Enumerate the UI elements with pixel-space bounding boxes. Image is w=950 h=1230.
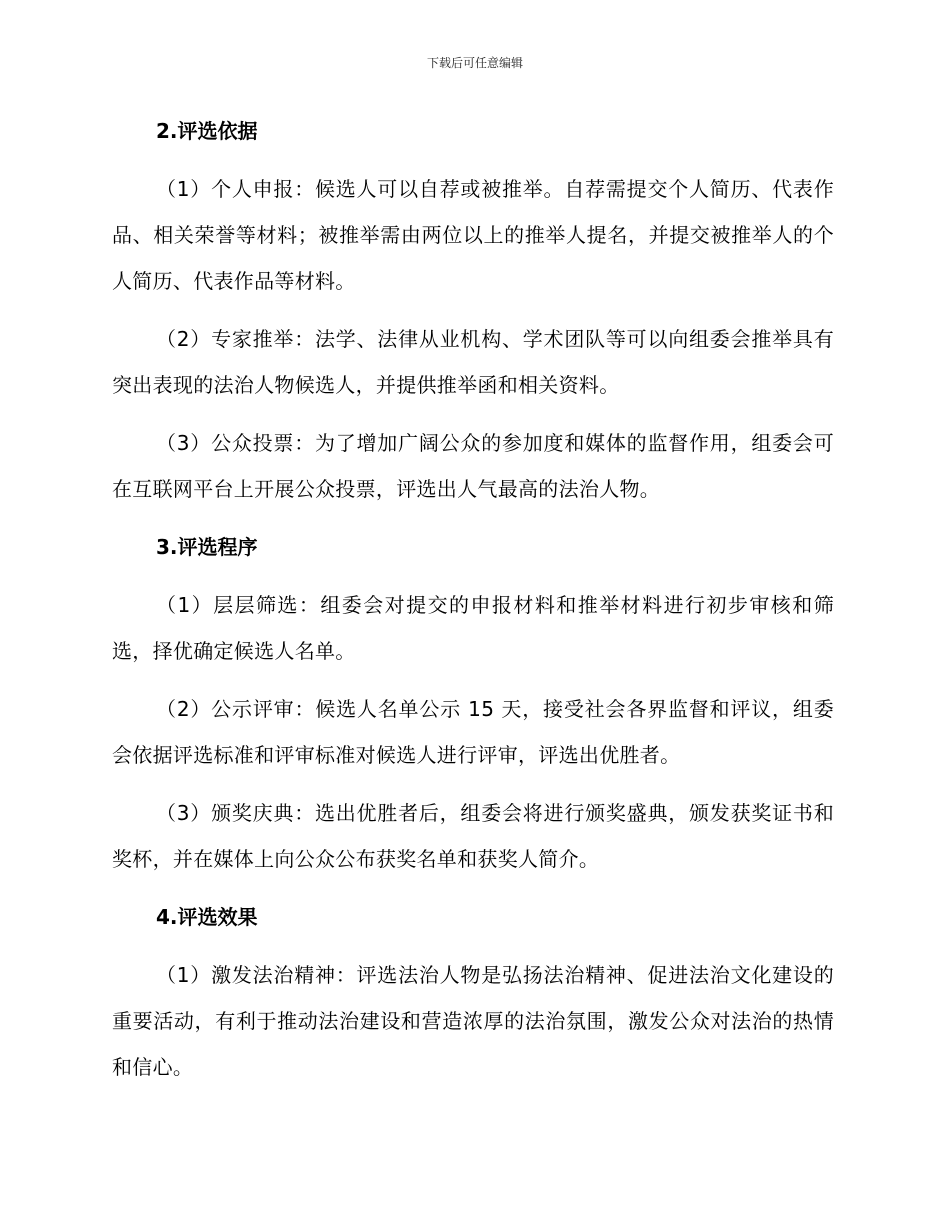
paragraph: （3）公众投票：为了增加广阔公众的参加度和媒体的监督作用，组委会可在互联网平台上开展公众投票，评选出人气最高的法治人物。 (112, 431, 834, 501)
paragraph: （1）层层筛选：组委会对提交的申报材料和推举材料进行初步审核和筛选，择优确定候选人名单。 (112, 593, 834, 663)
section-heading: 4.评选效果 (156, 905, 258, 929)
section-selection-effect (112, 894, 834, 1090)
paragraph: （2）公示评审：候选人名单公示 15 天，接受社会各界监督和评议，组委会依据评选标准和评审标准对候选人进行评审，评选出优胜者。 (112, 697, 834, 767)
paragraph: （2）专家推举：法学、法律从业机构、学术团队等可以向组委会推举具有突出表现的法治人物候选人，并提供推举函和相关资料。 (112, 327, 834, 397)
document-body (112, 108, 834, 1102)
paragraph: （1）个人申报：候选人可以自荐或被推举。自荐需提交个人简历、代表作品、相关荣誉等材料；被推举需由两位以上的推举人提名，并提交被推举人的个人简历、代表作品等材料。 (112, 177, 834, 293)
section-selection-basis (112, 108, 834, 512)
section-heading: 2.评选依据 (156, 119, 258, 143)
section-selection-procedure (112, 524, 834, 882)
paragraph: （1）激发法治精神：评选法治人物是弘扬法治精神、促进法治文化建设的重要活动，有利于推动法治建设和营造浓厚的法治氛围，激发公众对法治的热情和信心。 (112, 963, 834, 1079)
paragraph: （3）颁奖庆典：选出优胜者后，组委会将进行颁奖盛典，颁发获奖证书和奖杯，并在媒体上向公众公布获奖名单和获奖人简介。 (112, 801, 834, 871)
section-heading: 3.评选程序 (156, 535, 258, 559)
page-header: 下载后可任意编辑 (426, 56, 523, 70)
